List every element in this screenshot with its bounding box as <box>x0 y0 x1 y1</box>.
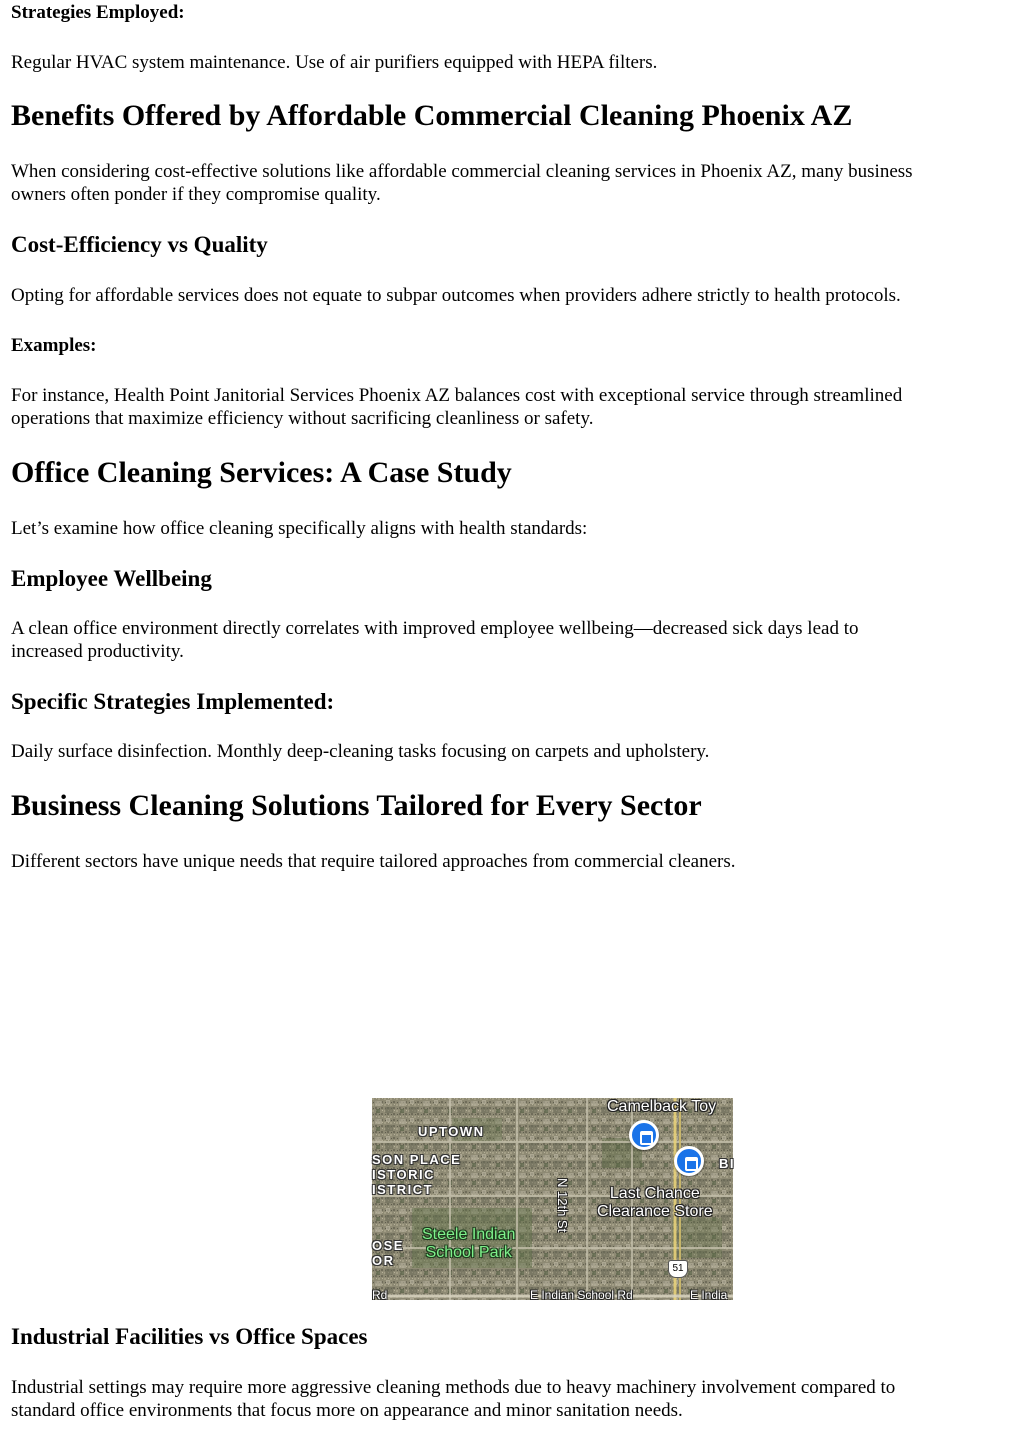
strategies-employed-text: Regular HVAC system maintenance. Use of air purifiers equipped with HEPA filters. <box>11 52 658 73</box>
satellite-map-image <box>372 1098 733 1300</box>
map-label-ose <box>372 1238 404 1268</box>
benefits-heading: Benefits Offered by Affordable Commercial Cleaning Phoenix AZ <box>11 99 853 132</box>
map-label-e-india: E India <box>690 1288 728 1302</box>
wellbeing-text-line: A clean office environment directly correlates with improved employee wellbeing—decreased sick days lead to <box>11 618 859 639</box>
map-label-line: OSE <box>372 1238 404 1253</box>
route-shield-icon: 51 <box>668 1260 688 1278</box>
industrial-text-line: standard office environments that focus more on appearance and minor sanitation needs. <box>11 1400 683 1421</box>
map-label-line: ISTRICT <box>372 1182 434 1197</box>
benefits-text <box>11 160 913 206</box>
benefits-text-line: When considering cost-effective solutions like affordable commercial cleaning services in Phoenix AZ, many business <box>11 161 913 182</box>
benefits-text-line: owners often ponder if they compromise quality. <box>11 184 381 205</box>
map-label-line: Last Chance <box>609 1185 700 1202</box>
map-label-rd: Rd <box>372 1288 388 1302</box>
examples-text <box>11 384 902 430</box>
industrial-text-line: Industrial settings may require more aggressive cleaning methods due to heavy machinery involvement compared to <box>11 1377 896 1398</box>
cost-quality-heading: Cost-Efficiency vs Quality <box>11 232 268 257</box>
examples-text-line: operations that maximize efficiency without sacrificing cleanliness or safety. <box>11 408 594 429</box>
map-label-store <box>597 1185 713 1221</box>
specific-strategies-heading: Specific Strategies Implemented: <box>11 689 335 714</box>
examples-text-line: For instance, Health Point Janitorial Services Phoenix AZ balances cost with exceptional service through streamlined <box>11 385 903 406</box>
sector-heading: Business Cleaning Solutions Tailored for Every Sector <box>11 789 702 822</box>
case-study-heading: Office Cleaning Services: A Case Study <box>11 456 512 489</box>
wellbeing-text <box>11 617 858 663</box>
map-label-line: Clearance Store <box>597 1203 713 1220</box>
strategies-employed-heading: Strategies Employed: <box>11 2 185 23</box>
map-label-line: ISTORIC <box>372 1167 435 1182</box>
examples-heading: Examples: <box>11 335 97 356</box>
specific-strategies-text: Daily surface disinfection. Monthly deep-cleaning tasks focusing on carpets and upholstery. <box>11 741 710 762</box>
industrial-heading: Industrial Facilities vs Office Spaces <box>11 1324 368 1349</box>
map-label-line: Steele Indian <box>422 1226 516 1243</box>
map-label-bi: BI <box>719 1156 735 1171</box>
map-label-street: N 12th St <box>555 1178 570 1233</box>
map-label-indian-school-rd: E Indian School Rd <box>530 1288 633 1302</box>
wellbeing-heading: Employee Wellbeing <box>11 566 212 591</box>
map-label-historic-district <box>372 1152 461 1197</box>
cost-quality-text: Opting for affordable services does not equate to subpar outcomes when providers adhere strictly to health protocols. <box>11 285 901 306</box>
wellbeing-text-line: increased productivity. <box>11 641 184 662</box>
case-study-text: Let’s examine how office cleaning specifically aligns with health standards: <box>11 518 588 539</box>
industrial-text <box>11 1376 895 1422</box>
shopping-pin-icon <box>629 1120 659 1150</box>
sector-text: Different sectors have unique needs that require tailored approaches from commercial cleaners. <box>11 851 736 872</box>
map-label-line: OR <box>372 1253 395 1268</box>
shopping-pin-icon <box>674 1146 704 1176</box>
map-label-line: SON PLACE <box>372 1152 462 1167</box>
map-label-park <box>422 1226 515 1262</box>
map-label-uptown: UPTOWN <box>418 1124 485 1139</box>
map-label-line: School Park <box>425 1244 512 1261</box>
map-label-camelback: Camelback Toy <box>607 1098 717 1115</box>
